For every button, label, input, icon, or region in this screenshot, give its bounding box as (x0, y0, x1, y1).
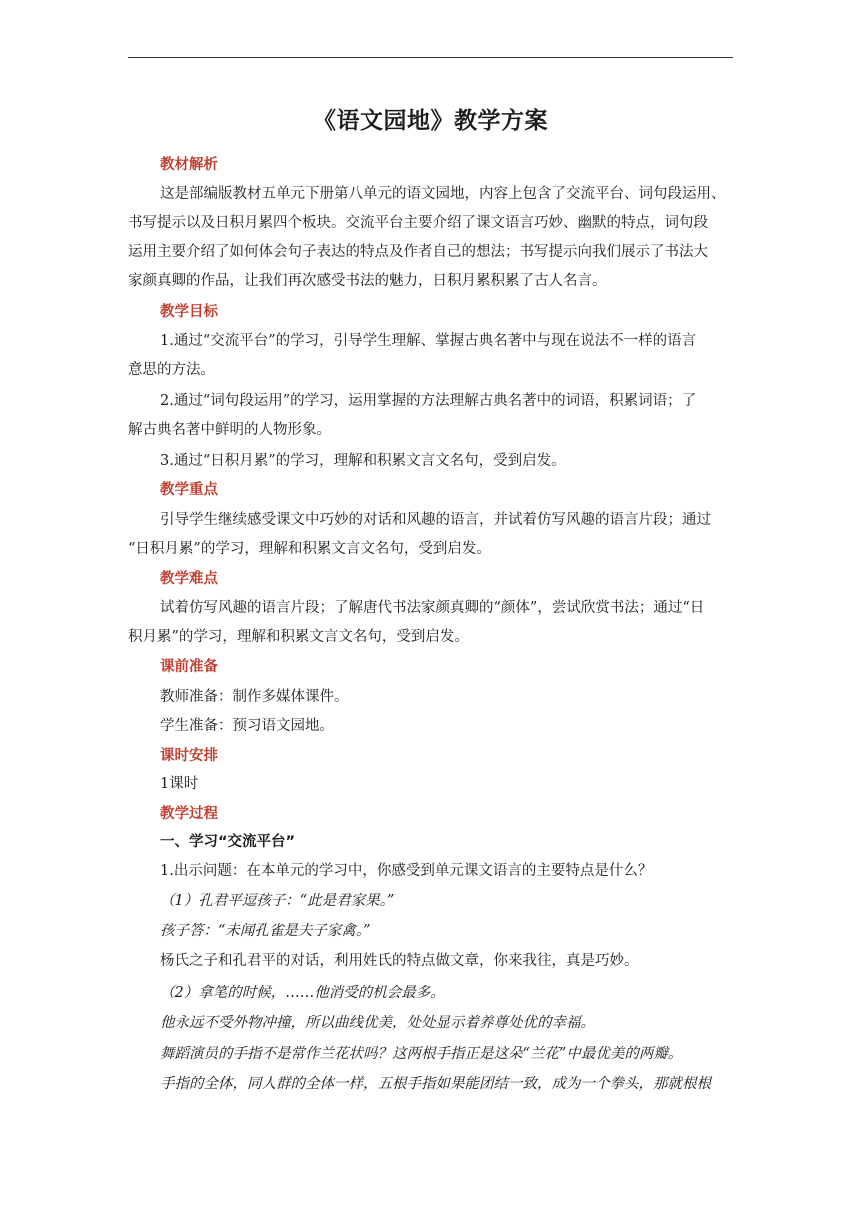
paragraph-line: 学生准备：预习语文园地。 (160, 718, 334, 734)
example-line: 他永远不受外物冲撞，所以曲线优美，处处显示着养尊处优的幸福。 (160, 1015, 595, 1031)
paragraph-line: 3.通过“日积月累”的学习，理解和积累文言文名句，受到启发。 (160, 453, 566, 469)
paragraph-line: 杨氏之子和孔君平的对话，利用姓氏的特点做文章，你来我往，真是巧妙。 (160, 953, 639, 969)
paragraph-line: 引导学生继续感受课文中巧妙的对话和风趣的语言，并试着仿写风趣的语言片段；通过 (160, 512, 711, 528)
example-line: 孩子答：“未闻孔雀是夫子家禽。” (160, 923, 371, 939)
paragraph-line: 1课时 (160, 776, 199, 792)
step-heading: 一、学习“交流平台” (160, 834, 296, 850)
paragraph-line: 1.通过“交流平台”的学习，引导学生理解、掌握古典名著中与现在说法不一样的语言 (160, 333, 697, 349)
paragraph-line: 积月累”的学习，理解和积累文言文名句，受到启发。 (128, 629, 469, 645)
page-title: 《语文园地》教学方案 (313, 108, 548, 134)
example-line: （2）拿笔的时候，……他消受的机会最多。 (160, 985, 445, 1001)
section-heading-process: 教学过程 (160, 806, 218, 822)
section-heading-difficult: 教学难点 (160, 571, 218, 587)
paragraph-line: 教师准备：制作多媒体课件。 (160, 689, 349, 705)
section-heading-goals: 教学目标 (160, 304, 218, 320)
example-line: 舞蹈演员的手指不是常作兰花状吗？这两根手指正是这朵“兰花”中最优美的两瓣。 (160, 1046, 683, 1062)
paragraph-line: 运用主要介绍了如何体会句子表达的特点及作者自己的想法；书写提示向我们展示了书法大 (128, 244, 708, 260)
paragraph-line: 试着仿写风趣的语言片段；了解唐代书法家颜真卿的“颜体”，尝试欣赏书法；通过“日 (160, 600, 705, 616)
section-heading-schedule: 课时安排 (160, 748, 218, 764)
example-line: 手指的全体，同人群的全体一样，五根手指如果能团结一致，成为一个拳头，那就根根 (160, 1076, 711, 1092)
paragraph-line: 家颜真卿的作品，让我们再次感受书法的魅力，日积月累积累了古人名言。 (128, 273, 607, 289)
paragraph-line: 2.通过“词句段运用”的学习，运用掌握的方法理解古典名著中的词语，积累词语；了 (160, 393, 697, 409)
section-heading-analysis: 教材解析 (160, 157, 218, 173)
paragraph-line: 书写提示以及日积月累四个板块。交流平台主要介绍了课文语言巧妙、幽默的特点，词句段 (128, 215, 708, 231)
header-rule (128, 57, 733, 58)
section-heading-key: 教学重点 (160, 482, 218, 498)
section-heading-prep: 课前准备 (160, 659, 218, 675)
paragraph-line: 解古典名著中鲜明的人物形象。 (128, 422, 331, 438)
paragraph-line: 这是部编版教材五单元下册第八单元的语文园地，内容上包含了交流平台、词句段运用、 (160, 186, 726, 202)
paragraph-line: 意思的方法。 (128, 362, 215, 378)
paragraph-line: “日积月累”的学习，理解和积累文言文名句，受到启发。 (128, 541, 491, 557)
paragraph-line: 1.出示问题：在本单元的学习中，你感受到单元课文语言的主要特点是什么？ (160, 863, 653, 879)
example-line: （1）孔君平逗孩子：“此是君家果。” (160, 893, 395, 909)
